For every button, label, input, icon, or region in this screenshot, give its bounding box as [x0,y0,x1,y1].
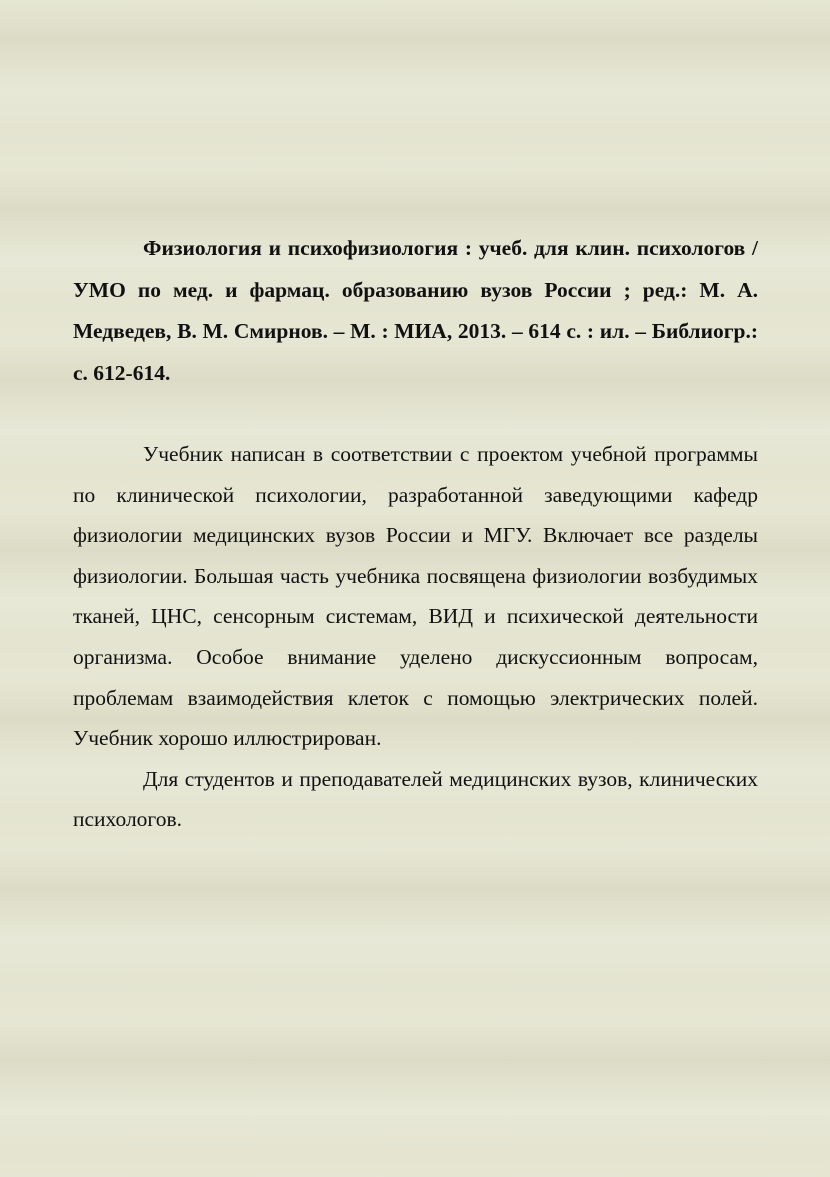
document-page [73,228,758,840]
annotation-paragraph: Учебник написан в соответствии с проектом учебной программы по клинической психологии, разработанной заведующими кафедр физиологии медицинских вузов России и МГУ. Включает все разделы физиологии. Большая часть учебника посвящена физиологии возбудимых тканей, ЦНС, сенсорным системам, ВИД и психической деятельности организма. Особое внимание уделено дискуссионным вопросам, проблемам взаимодействия клеток с помощью электрических полей. Учебник хорошо иллюстрирован. [73,442,758,751]
audience-paragraph: Для студентов и преподавателей медицинских вузов, клинических психологов. [73,766,758,832]
bibliographic-citation: Физиология и психофизиология : учеб. для клин. психологов / УМО по мед. и фармац. образованию вузов России ; ред.: М. А. Медведев, В. М. Смирнов. – М. : МИА, 2013. – 614 с. : ил. – Библиогр.: с. 612-614. [73,236,758,385]
